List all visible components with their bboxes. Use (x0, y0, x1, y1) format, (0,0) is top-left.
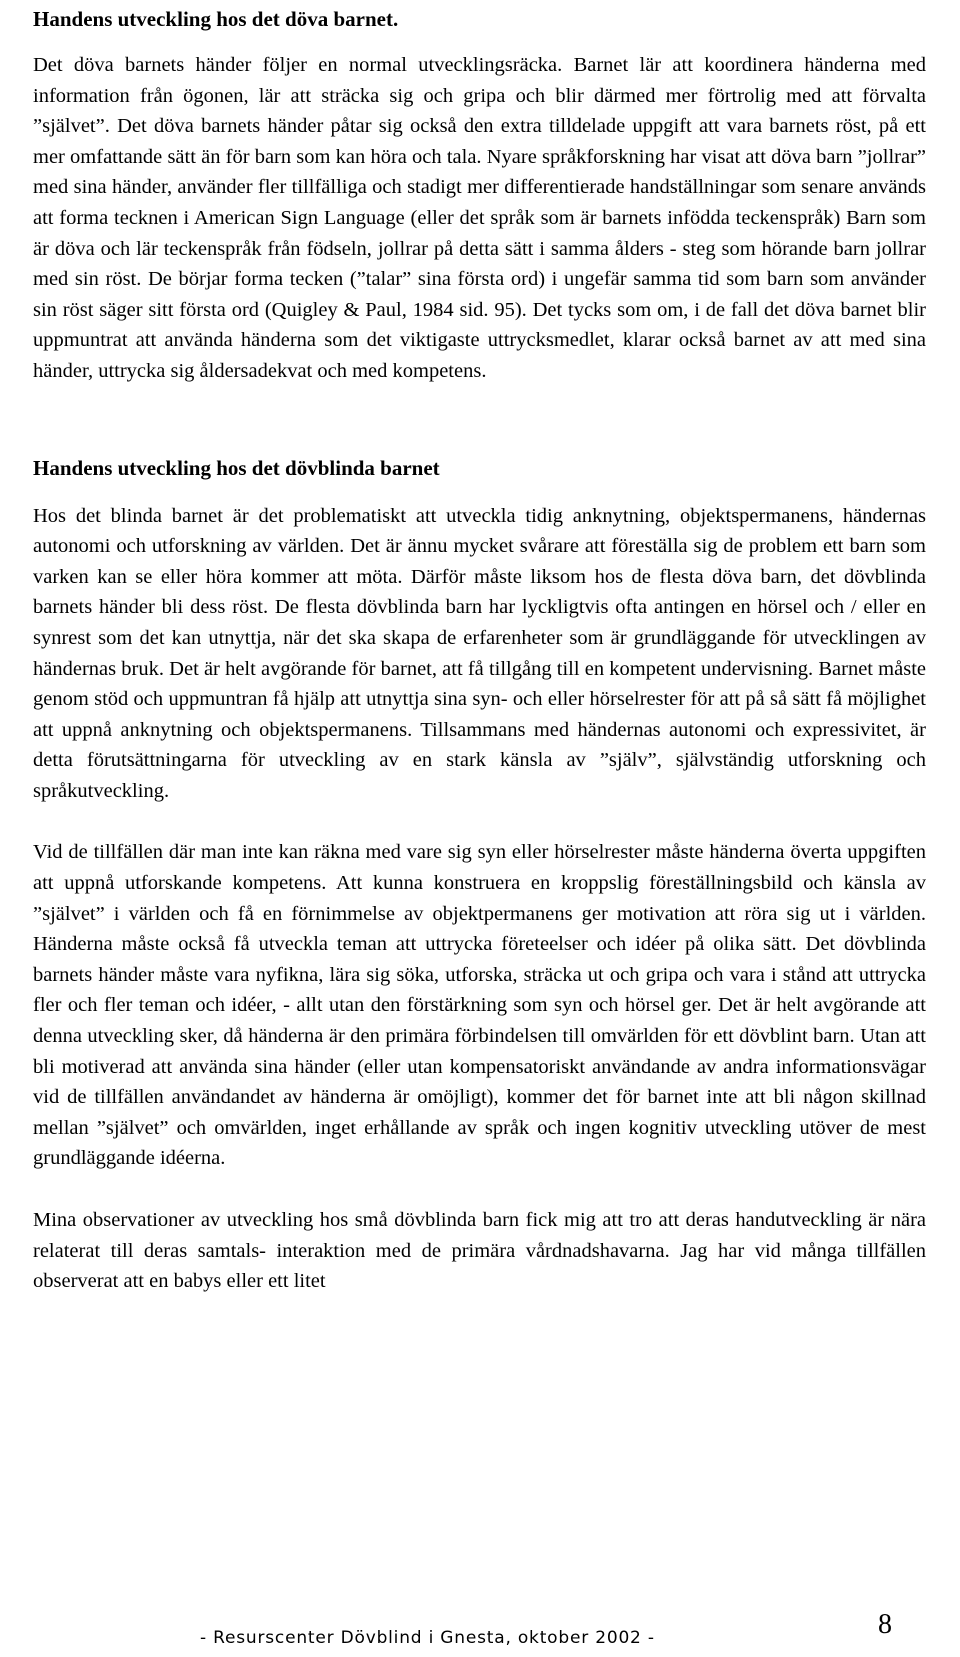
paragraph-deaf-child: Det döva barnets händer följer en normal utvecklingsräcka. Barnet lär att koordinera händerna med information från ögonen, lär att sträcka sig och gripa och blir därmed mer förtrolig med att förvalta ”självet”. Det döva barnets händer påtar sig också den extra tilldelade uppgift att vara barnets röst, på ett mer omfattande sätt än för barn som kan höra och tala. Nyare språkforskning har visat att döva barn ”jollrar” med sina händer, använder fler tillfälliga och stadigt mer differentierade handställningar som senare används att forma tecknen i American Sign Language (eller det språk som är barnets infödda teckenspråk) Barn som är döva och lär teckenspråk från födseln, jollrar på detta sätt i samma ålders - steg som hörande barn jollrar med sin röst. De börjar forma tecken (”talar” sina första ord) i ungefär samma tid som barn som använder sin röst säger sitt första ord (Quigley & Paul, 1984 sid. 95). Det tycks som om, i de fall det döva barnet blir uppmuntrat att använda händerna som det viktigaste uttrycksmedlet, klarar också barnet av att med sina händer, uttrycka sig åldersadekvat och med kompetens. (33, 54, 926, 382)
paragraph-deafblind-2: Vid de tillfällen där man inte kan räkna med vare sig syn eller hörselrester måste händerna överta uppgiften att uppnå utforskande kompetens. Att kunna konstruera en kroppslig föreställningsbild och känsla av ”självet” i världen och få en förnimmelse av objektpermanens ger motivation att röra sig ut i världen. Händerna måste också få utveckla teman att uttrycka företeelser och idéer på olika sätt. Det dövblinda barnets händer måste vara nyfikna, lära sig söka, utforska, sträcka ut och gripa och vara i stånd att uttrycka fler och fler teman och idéer, - allt utan den förstärkning som syn och hörsel ger. Det är helt avgörande att denna utveckling sker, då händerna är den primära förbindelsen till omvärlden för ett dövblint barn. Utan att bli motiverad att använda sina händer (eller utan kompensatoriskt användande av andra informationsvägar vid de tillfällen användandet av händerna är omöjligt), kommer det för barnet inte att bli någon skillnad mellan ”självet” och omvärlden, inget erhållande av språk och ingen kognitiv utveckling utöver de mest grundläggande idéerna. (33, 841, 926, 1170)
section-heading-deafblind-child: Handens utveckling hos det dövblinda barnet (33, 455, 440, 480)
section-heading-deaf-child: Handens utveckling hos det döva barnet. (33, 7, 399, 31)
page-footer: - Resurscenter Dövblind i Gnesta, oktober 2002 - (200, 1628, 655, 1648)
document-page (33, 0, 926, 1297)
page-number: 8 (878, 1609, 892, 1640)
paragraph-deafblind-3: Mina observationer av utveckling hos små dövblinda barn fick mig att tro att deras handutveckling är nära relaterat till deras samtals- interaktion med de primära vårdnadshavarna. Jag har vid många tillfällen observerat att en babys eller ett litet (33, 1209, 926, 1293)
paragraph-deafblind-1: Hos det blinda barnet är det problematiskt att utveckla tidig anknytning, objektspermanens, händernas autonomi och utforskning av världen. Det är ännu mycket svårare att föreställa sig de problem ett barn som varken kan se eller höra kommer att möta. Därför måste liksom hos de flesta döva barn, det dövblinda barnets händer bli dess röst. De flesta dövblinda barn har lyckligtvis ofta antingen en hörsel och / eller en synrest som det kan utnyttja, när det ska skapa de erfarenheter som är grundläggande för utvecklingen av händernas bruk. Det är helt avgörande för barnet, att få tillgång till en kompetent undervisning. Barnet måste genom stöd och uppmuntran få hjälp att utnyttja sina syn- och eller hörselrester för att på så sätt få möjlighet att uppnå anknytning och objektspermanens. Tillsammans med händernas autonomi och expressivitet, är detta förutsättningarna för utveckling av en stark känsla av ”själv”, självständig utforskning och språkutveckling. (33, 504, 926, 802)
